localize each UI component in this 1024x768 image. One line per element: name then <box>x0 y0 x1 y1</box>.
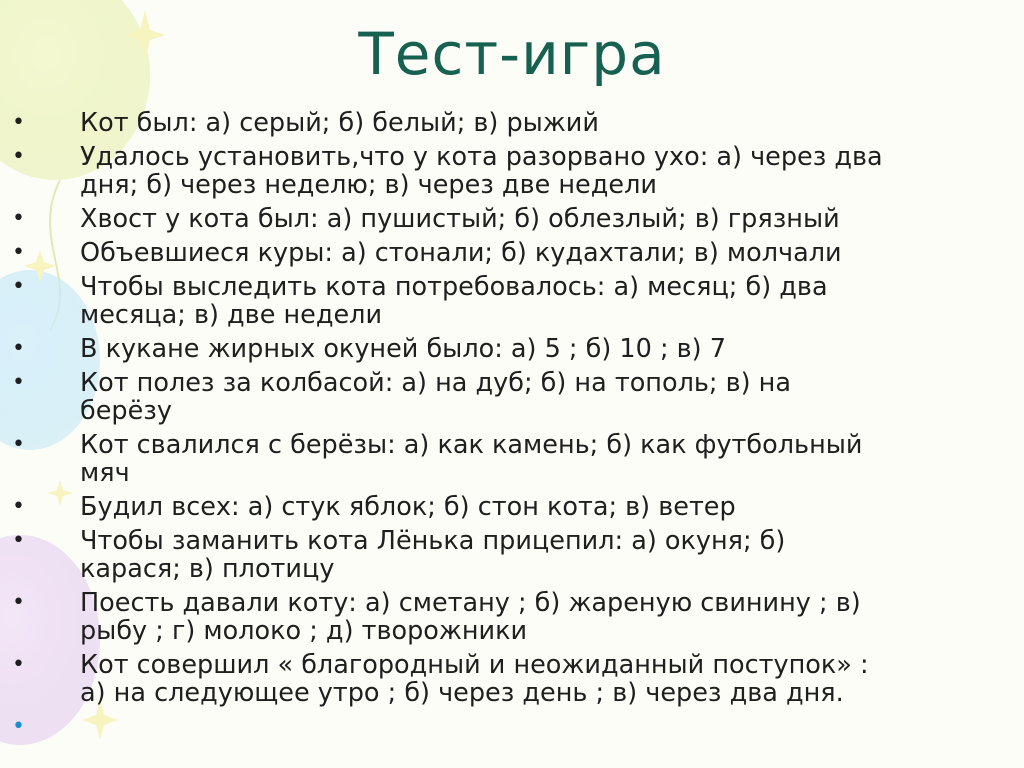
bullet-icon: • <box>12 590 25 615</box>
list-item <box>0 651 1010 707</box>
bullet-icon: • <box>12 652 25 677</box>
bullet-icon: • <box>12 206 25 231</box>
item-text: Поесть давали коту: а) сметану ; б) жареную свинину ; в) рыбу ; г) молоко ; д) творожники <box>80 588 861 646</box>
bullet-icon: • <box>12 240 25 265</box>
item-text: Кот был: а) серый; б) белый; в) рыжий <box>80 108 599 138</box>
item-text: Удалось установить,что у кота разорвано ухо: а) через два дня; б) через неделю; в) через две недели <box>80 142 883 200</box>
item-text: Кот свалился с берёзы: а) как камень; б) как футбольный мяч <box>80 430 863 488</box>
list-item <box>0 335 1010 363</box>
list-item <box>0 369 1010 425</box>
list-item <box>0 205 1010 233</box>
list-item <box>0 493 1010 521</box>
item-text: Будил всех: а) стук яблок; б) стон кота; в) ветер <box>80 492 736 522</box>
bullet-icon: • <box>12 714 25 739</box>
item-text: Объевшиеся куры: а) стонали; б) кудахтали; в) молчали <box>80 238 842 268</box>
question-list <box>0 108 1010 739</box>
bullet-icon: • <box>12 144 25 169</box>
bullet-icon: • <box>12 528 25 553</box>
bullet-icon: • <box>12 336 25 361</box>
item-text: В кукане жирных окуней было: а) 5 ; б) 10 ; в) 7 <box>80 334 726 364</box>
list-item <box>0 589 1010 645</box>
item-text: Хвост у кота был: а) пушистый; б) облезлый; в) грязный <box>80 204 840 234</box>
bullet-icon: • <box>12 370 25 395</box>
list-item <box>0 109 1010 137</box>
bullet-icon: • <box>12 110 25 135</box>
bullet-icon: • <box>12 274 25 299</box>
bullet-icon: • <box>12 494 25 519</box>
bullet-icon: • <box>12 432 25 457</box>
item-text: Чтобы заманить кота Лёнька прицепил: а) окуня; б) карася; в) плотицу <box>80 526 786 584</box>
list-item <box>0 527 1010 583</box>
list-item <box>0 239 1010 267</box>
item-text: Кот полез за колбасой: а) на дуб; б) на тополь; в) на берёзу <box>80 368 791 426</box>
item-text: Кот совершил « благородный и неожиданный поступок» : а) на следующее утро ; б) через день ; в) через два дня. <box>80 650 869 708</box>
item-text: Чтобы выследить кота потребовалось: а) месяц; б) два месяца; в) две недели <box>80 272 828 330</box>
slide-title: Тест-игра <box>358 20 666 88</box>
list-item <box>0 143 1010 199</box>
list-item <box>0 273 1010 329</box>
list-item <box>0 431 1010 487</box>
